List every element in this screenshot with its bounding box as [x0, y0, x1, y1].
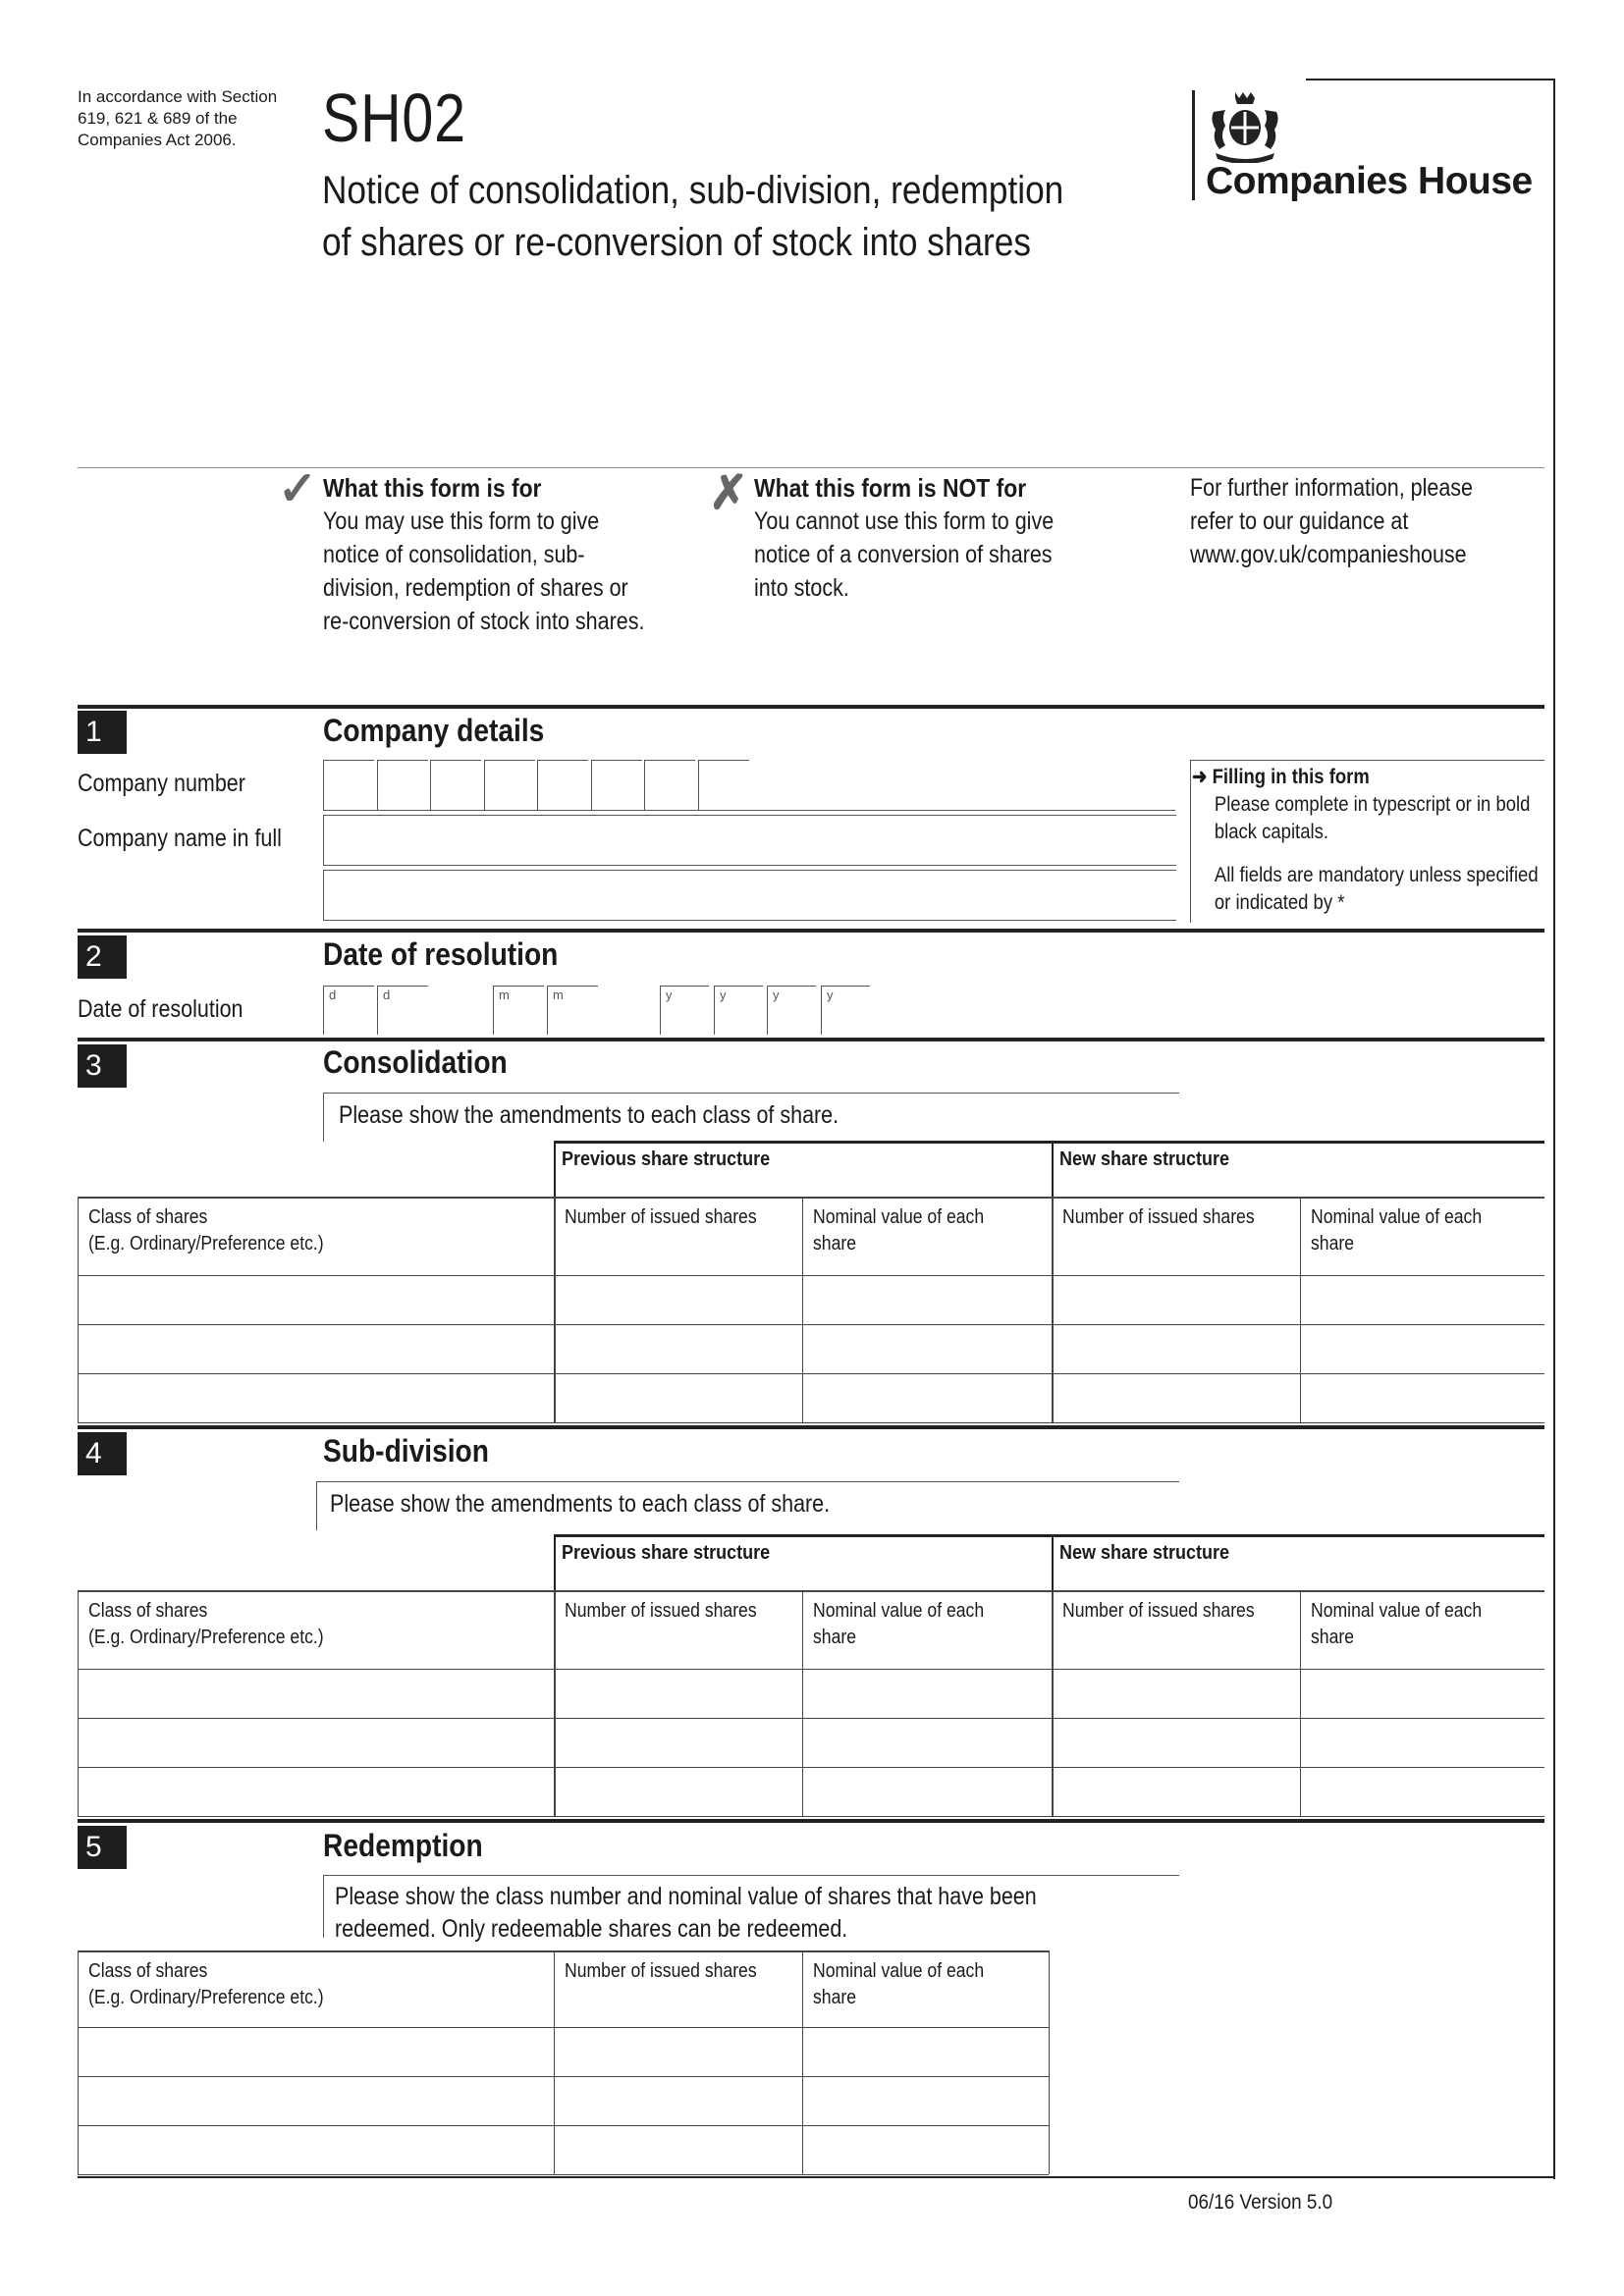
company-name-field-2[interactable]	[323, 870, 1176, 921]
company-number-underline	[323, 810, 1175, 811]
date-box-top	[660, 986, 709, 987]
group-divider	[554, 1534, 556, 1590]
new-structure-header: New share structure	[1059, 1148, 1230, 1170]
logo-divider	[1192, 90, 1195, 200]
table-input-cell[interactable]	[556, 2078, 800, 2123]
class-of-shares-header	[88, 1204, 324, 1257]
table-hline	[78, 1950, 1049, 1952]
table-input-cell[interactable]	[556, 1671, 800, 1716]
form-code: SH02	[322, 80, 466, 156]
section2-rule	[78, 929, 1544, 933]
date-box-top	[547, 986, 598, 987]
previous-issued-shares-header	[565, 1204, 757, 1231]
company-name-field-1[interactable]	[323, 815, 1176, 866]
guidance-top	[1190, 760, 1544, 761]
table-input-cell[interactable]	[80, 1277, 552, 1322]
table-hline	[78, 1275, 1544, 1276]
previous-nominal-value-header-line: share	[813, 1233, 857, 1255]
guidance-border	[1190, 760, 1191, 923]
date-of-resolution-label: Date of resolution	[78, 995, 244, 1023]
table-hline	[78, 1816, 1544, 1817]
section3-number: 3	[78, 1044, 127, 1088]
new-nominal-value-header	[1311, 1598, 1482, 1651]
guidance-box	[1192, 764, 1545, 917]
table-input-cell[interactable]	[1302, 1277, 1543, 1322]
company-number-digit-box[interactable]	[537, 760, 588, 811]
date-box-top	[714, 986, 763, 987]
section4-note-left	[316, 1481, 317, 1530]
new-nominal-value-header-line: Nominal value of each	[1311, 1206, 1483, 1228]
table-input-cell[interactable]	[804, 1720, 1050, 1765]
table-hline	[78, 1669, 1544, 1670]
company-number-digit-box[interactable]	[591, 760, 642, 811]
new-issued-shares-header-line: Number of issued shares	[1062, 1600, 1255, 1622]
companies-house-logo: Companies House	[1206, 160, 1533, 202]
date-y-hint: y	[720, 988, 727, 1002]
previous-structure-header: Previous share structure	[562, 1148, 771, 1170]
table-vline	[78, 1950, 79, 2174]
table-input-cell[interactable]	[556, 2029, 800, 2074]
group-divider	[1052, 1534, 1054, 1590]
company-number-digit-box[interactable]	[430, 760, 481, 811]
previous-nominal-value-header	[813, 1598, 984, 1651]
date-m-hint: m	[499, 988, 510, 1002]
class-of-shares-header	[88, 1958, 324, 2011]
form-title	[322, 165, 1100, 269]
table-hline	[78, 1590, 1544, 1592]
company-number-digit-box[interactable]	[644, 760, 695, 811]
table-input-cell[interactable]	[1302, 1326, 1543, 1371]
table-hline	[78, 2076, 1049, 2077]
page-frame-right	[1553, 79, 1555, 2179]
section4-note-top	[316, 1481, 1179, 1482]
date-box-top	[767, 986, 816, 987]
form-version: 06/16 Version 5.0	[1188, 2191, 1333, 2214]
table-input-cell[interactable]	[80, 1769, 552, 1814]
table-input-cell[interactable]	[1302, 1769, 1543, 1814]
previous-nominal-value-header	[813, 1958, 984, 2011]
previous-issued-shares-header-line: Number of issued shares	[565, 1206, 757, 1228]
table-input-cell[interactable]	[804, 1375, 1050, 1420]
form-for-text: You may use this form to give notice of consolidation, sub-division, redemption of shares or re-conversion of stock into shares.	[323, 507, 645, 635]
table-input-cell[interactable]	[804, 2127, 1047, 2172]
date-box-top	[493, 986, 544, 987]
table-input-cell[interactable]	[80, 2029, 552, 2074]
table-vline	[802, 1590, 803, 1816]
new-structure-header: New share structure	[1059, 1542, 1230, 1564]
section3-rule	[78, 1038, 1544, 1041]
company-number-digit-box[interactable]	[484, 760, 535, 811]
table-vline	[1300, 1197, 1301, 1422]
previous-nominal-value-header-line: share	[813, 1627, 857, 1648]
group-rule	[554, 1141, 1054, 1144]
class-of-shares-header-line: Class of shares	[88, 1600, 208, 1622]
section5-note-top	[323, 1875, 1179, 1876]
previous-issued-shares-header	[565, 1598, 757, 1625]
section3-note: Please show the amendments to each class of share.	[339, 1101, 839, 1129]
guidance-heading: Filling in this form	[1212, 766, 1370, 788]
group-rule	[1052, 1534, 1544, 1537]
table-hline	[78, 1422, 1544, 1423]
cross-icon: ✗	[709, 467, 749, 519]
company-number-digit-box[interactable]	[377, 760, 428, 811]
table-input-cell[interactable]	[1054, 1326, 1298, 1371]
table-input-cell[interactable]	[1054, 1720, 1298, 1765]
previous-nominal-value-header-line: Nominal value of each	[813, 1600, 985, 1622]
section3-note-top	[323, 1093, 1179, 1094]
form-for-heading: What this form is for	[323, 473, 542, 503]
table-vline	[1300, 1590, 1301, 1816]
previous-nominal-value-header-line: Nominal value of each	[813, 1960, 985, 1982]
form-title-line1: Notice of consolidation, sub-division, redemption	[322, 169, 1064, 212]
table-input-cell[interactable]	[1054, 1375, 1298, 1420]
table-hline	[78, 1767, 1544, 1768]
table-input-cell[interactable]	[804, 2078, 1047, 2123]
guidance-text1: Please complete in typescript or in bold black capitals.	[1214, 793, 1531, 843]
section5-note-left	[323, 1875, 324, 1938]
page-frame-top	[1306, 79, 1555, 80]
table-vline	[1049, 1950, 1050, 2174]
table-input-cell[interactable]	[1302, 1671, 1543, 1716]
table-vline	[802, 1197, 803, 1422]
group-divider	[554, 1141, 556, 1197]
new-issued-shares-header	[1062, 1204, 1255, 1231]
table-input-cell[interactable]	[556, 1769, 800, 1814]
section3-note-left	[323, 1093, 324, 1142]
table-hline	[78, 2027, 1049, 2028]
section5-rule	[78, 1819, 1544, 1823]
class-of-shares-header-line: (E.g. Ordinary/Preference etc.)	[88, 1233, 324, 1255]
date-y-hint: y	[666, 988, 673, 1002]
company-number-digit-box[interactable]	[698, 760, 749, 811]
date-d-hint: d	[329, 988, 337, 1002]
form-title-line2: of shares or re-conversion of stock into shares	[322, 221, 1031, 264]
previous-nominal-value-header-line: share	[813, 1987, 857, 2008]
table-input-cell[interactable]	[804, 1326, 1050, 1371]
table-input-cell[interactable]	[804, 1277, 1050, 1322]
arrow-right-icon: ➜	[1192, 766, 1208, 788]
guidance-text2: All fields are mandatory unless specified or indicated by *	[1214, 864, 1539, 914]
checkmark-icon: ✓	[278, 463, 318, 515]
table-input-cell[interactable]	[556, 1326, 800, 1371]
royal-crest-icon	[1206, 90, 1284, 163]
section2-number: 2	[78, 935, 127, 979]
previous-nominal-value-header-line: Nominal value of each	[813, 1206, 985, 1228]
table-input-cell[interactable]	[556, 1720, 800, 1765]
previous-issued-shares-header	[565, 1958, 757, 1985]
table-vline	[802, 1950, 803, 2174]
previous-issued-shares-header-line: Number of issued shares	[565, 1600, 757, 1622]
section2-title: Date of resolution	[323, 936, 559, 972]
table-input-cell[interactable]	[1054, 1769, 1298, 1814]
table-input-cell[interactable]	[1302, 1720, 1543, 1765]
class-of-shares-header	[88, 1598, 324, 1651]
table-input-cell[interactable]	[804, 1769, 1050, 1814]
table-input-cell[interactable]	[804, 2029, 1047, 2074]
section4-note: Please show the amendments to each class of share.	[330, 1490, 831, 1518]
new-issued-shares-header	[1062, 1598, 1255, 1625]
section3-title: Consolidation	[323, 1044, 508, 1080]
table-input-cell[interactable]	[1054, 1277, 1298, 1322]
table-input-cell[interactable]	[804, 1671, 1050, 1716]
table-input-cell[interactable]	[1054, 1671, 1298, 1716]
table-input-cell[interactable]	[80, 1720, 552, 1765]
date-d-hint: d	[383, 988, 391, 1002]
date-y-hint: y	[827, 988, 834, 1002]
section5-note-line1: Please show the class number and nominal value of shares that have been	[335, 1883, 1037, 1910]
form-not-for-text: You cannot use this form to give notice of a conversion of shares into stock.	[754, 507, 1055, 602]
new-issued-shares-header-line: Number of issued shares	[1062, 1206, 1255, 1228]
new-nominal-value-header	[1311, 1204, 1482, 1257]
table-input-cell[interactable]	[80, 1671, 552, 1716]
previous-nominal-value-header	[813, 1204, 984, 1257]
section1-number: 1	[78, 711, 127, 754]
table-input-cell[interactable]	[80, 2127, 552, 2172]
table-input-cell[interactable]	[80, 1326, 552, 1371]
form-not-for-heading: What this form is NOT for	[754, 473, 1027, 503]
class-of-shares-header-line: Class of shares	[88, 1206, 208, 1228]
table-hline	[78, 1718, 1544, 1719]
table-hline	[78, 1324, 1544, 1325]
group-rule	[1052, 1141, 1544, 1144]
new-nominal-value-header-line: share	[1311, 1233, 1355, 1255]
table-input-cell[interactable]	[556, 1375, 800, 1420]
group-rule	[554, 1534, 1054, 1537]
previous-structure-header: Previous share structure	[562, 1542, 771, 1564]
table-vline	[78, 1590, 79, 1816]
company-name-label: Company name in full	[78, 825, 282, 852]
section5-number: 5	[78, 1826, 127, 1869]
table-hline	[78, 1197, 1544, 1199]
class-of-shares-header-line: Class of shares	[88, 1960, 208, 1982]
table-input-cell[interactable]	[80, 2078, 552, 2123]
date-m-hint: m	[553, 988, 564, 1002]
company-number-label: Company number	[78, 770, 245, 797]
new-nominal-value-header-line: Nominal value of each	[1311, 1600, 1483, 1622]
table-vline	[554, 1950, 555, 2174]
table-vline	[78, 1197, 79, 1422]
further-info-text: For further information, please refer to our guidance at www.gov.uk/companieshouse	[1190, 474, 1474, 568]
section1-title: Company details	[323, 713, 545, 748]
class-of-shares-header-line: (E.g. Ordinary/Preference etc.)	[88, 1627, 324, 1648]
section4-title: Sub-division	[323, 1433, 489, 1468]
section4-rule	[78, 1425, 1544, 1429]
table-hline	[78, 2174, 1049, 2175]
page-frame-bottom	[78, 2176, 1555, 2178]
date-y-hint: y	[773, 988, 780, 1002]
date-box-top	[377, 986, 428, 987]
table-hline	[78, 1373, 1544, 1374]
table-input-cell[interactable]	[80, 1375, 552, 1420]
section1-rule	[78, 705, 1544, 709]
date-box-top	[323, 986, 374, 987]
section5-note-line2: redeemed. Only redeemable shares can be redeemed.	[335, 1915, 848, 1943]
legal-reference: In accordance with Section 619, 621 & 689 of the Companies Act 2006.	[78, 87, 278, 149]
previous-issued-shares-header-line: Number of issued shares	[565, 1960, 757, 1982]
class-of-shares-header-line: (E.g. Ordinary/Preference etc.)	[88, 1987, 324, 2008]
group-divider	[1052, 1141, 1054, 1197]
section4-number: 4	[78, 1432, 127, 1475]
table-input-cell[interactable]	[556, 1277, 800, 1322]
date-box-top	[821, 986, 870, 987]
company-number-digit-box[interactable]	[323, 760, 374, 811]
table-input-cell[interactable]	[1302, 1375, 1543, 1420]
table-hline	[78, 2125, 1049, 2126]
table-input-cell[interactable]	[556, 2127, 800, 2172]
new-nominal-value-header-line: share	[1311, 1627, 1355, 1648]
section5-title: Redemption	[323, 1828, 483, 1863]
